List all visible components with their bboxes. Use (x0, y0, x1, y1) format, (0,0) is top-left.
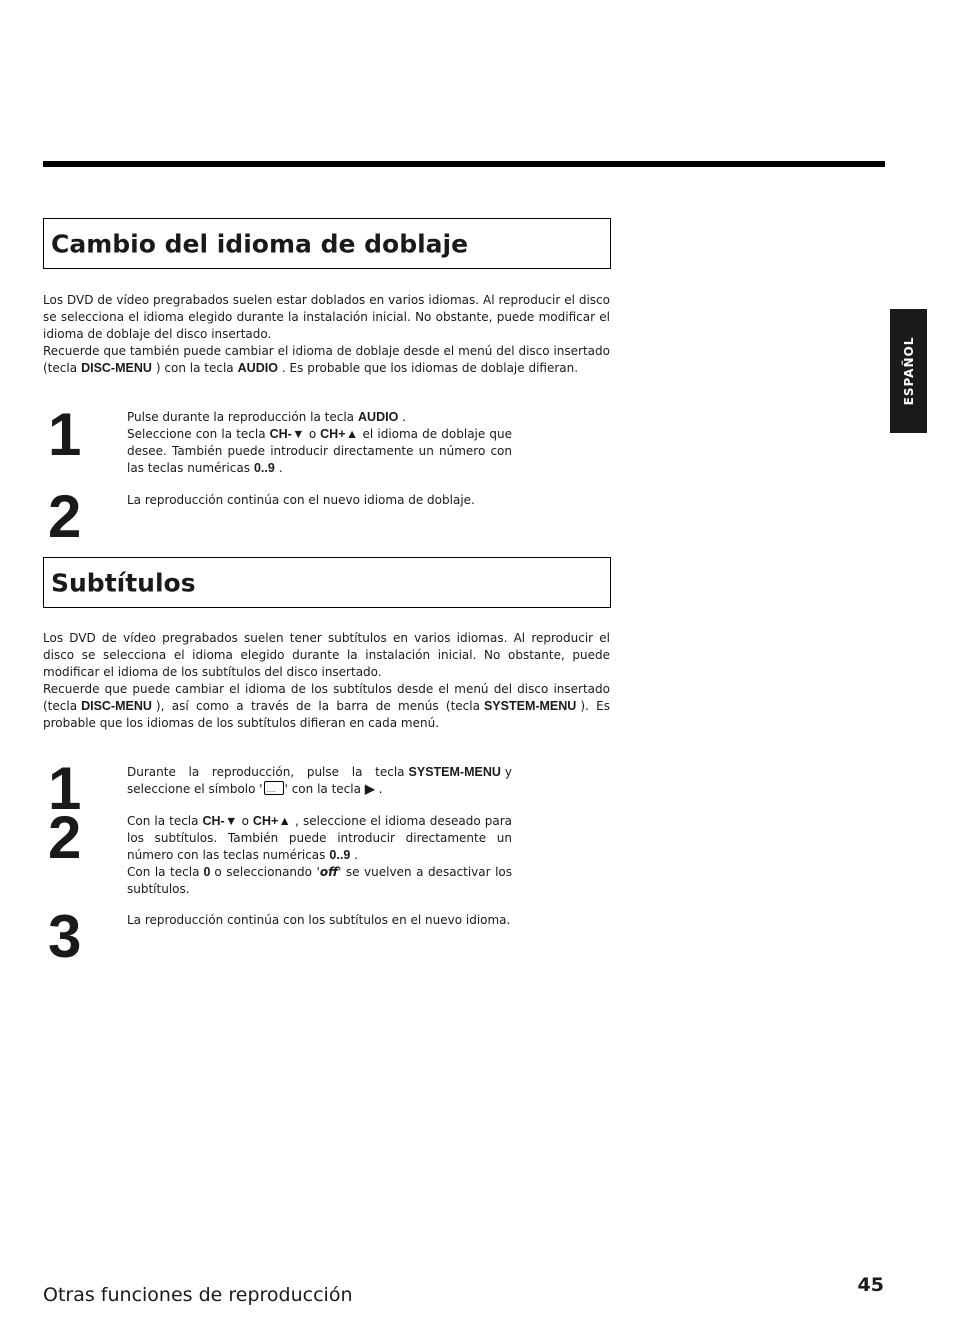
step-number: 2 (48, 804, 82, 871)
step-number: 2 (48, 483, 82, 550)
section-intro (43, 292, 610, 377)
step-instructions: La reproducción continúa con los subtítulos en el nuevo idioma. (127, 913, 511, 927)
section-intro (43, 630, 610, 732)
subtitle-symbol-icon (264, 781, 284, 795)
key-audio: AUDIO (358, 410, 399, 424)
language-side-tab (890, 309, 927, 433)
section-title: Subtítulos (51, 568, 196, 597)
step-instructions: Durante la reproducción, pulse la tecla SYSTEM-MENU y seleccione el símbolo '.... ' con la tecla ▶ . (127, 764, 512, 798)
key-disc-menu: DISC-MENU (81, 699, 152, 713)
footer-chapter-title: Otras funciones de reproducción (43, 1284, 353, 1306)
key-system-menu: SYSTEM-MENU (408, 765, 501, 779)
section-header-audio-language (43, 218, 611, 269)
page-number: 45 (857, 1274, 884, 1296)
key-disc-menu: DISC-MENU (81, 361, 152, 375)
step-instructions: La reproducción continúa con el nuevo idioma de doblaje. (127, 493, 475, 507)
language-label: ESPAÑOL (901, 336, 916, 406)
intro-paragraph: Recuerde que puede cambiar el idioma de los subtítulos desde el menú del disco insertado (tecla DISC-MENU ), así como a través de la barra de menús (tecla SYSTEM-MENU ). Es probable que los idiomas de los subtítulos difieran en cada menú. (43, 682, 610, 730)
section-header-subtitles (43, 557, 611, 608)
right-arrow-icon: ▶ (364, 782, 375, 796)
step-number: 1 (48, 401, 82, 468)
section-title: Cambio del idioma de doblaje (51, 229, 469, 258)
step-number: 1 (48, 755, 82, 822)
intro-paragraph: Los DVD de vídeo pregrabados suelen tener subtítulos en varios idiomas. Al reproducir el disco se selecciona el idioma elegido durante la instalación inicial. No obstante, puede modificar el idioma de los subtítulos del disco insertado. (43, 631, 610, 679)
intro-paragraph: Los DVD de vídeo pregrabados suelen estar doblados en varios idiomas. Al reproducir el disco se selecciona el idioma elegido durante la instalación inicial. No obstante, puede modificar el idioma de doblaje del disco insertado. (43, 293, 610, 341)
step-number: 3 (48, 903, 82, 970)
key-audio: AUDIO (237, 361, 278, 375)
key-system-menu: SYSTEM-MENU (483, 699, 577, 713)
step-instructions: Pulse durante la reproducción la tecla AUDIO . Seleccione con la tecla CH-▼ o CH+▲ el idioma de doblaje que desee. También puede introducir directamente un número con las teclas numéricas 0..9 . (127, 410, 513, 475)
key-numeric: 0..9 (329, 848, 351, 862)
key-ch-up: CH+▲ (252, 814, 292, 828)
key-ch-up: CH+▲ (320, 427, 359, 441)
option-off: off (319, 865, 339, 879)
step-instructions: Con la tecla CH-▼ o CH+▲ , seleccione el idioma deseado para los subtítulos. También puede introducir directamente un número con las teclas numéricas 0..9 . Con la tecla 0 o seleccionando 'off' se vuelven a desactivar los subtítulos. (127, 814, 513, 896)
top-rule (43, 161, 885, 167)
key-numeric: 0..9 (253, 461, 275, 475)
key-zero: 0 (203, 865, 211, 879)
key-ch-down: CH-▼ (202, 814, 238, 828)
intro-paragraph: Recuerde que también puede cambiar el idioma de doblaje desde el menú del disco insertado (tecla DISC-MENU ) con la tecla AUDIO . Es probable que los idiomas de doblaje difieran. (43, 344, 610, 375)
key-ch-down: CH-▼ (269, 427, 305, 441)
